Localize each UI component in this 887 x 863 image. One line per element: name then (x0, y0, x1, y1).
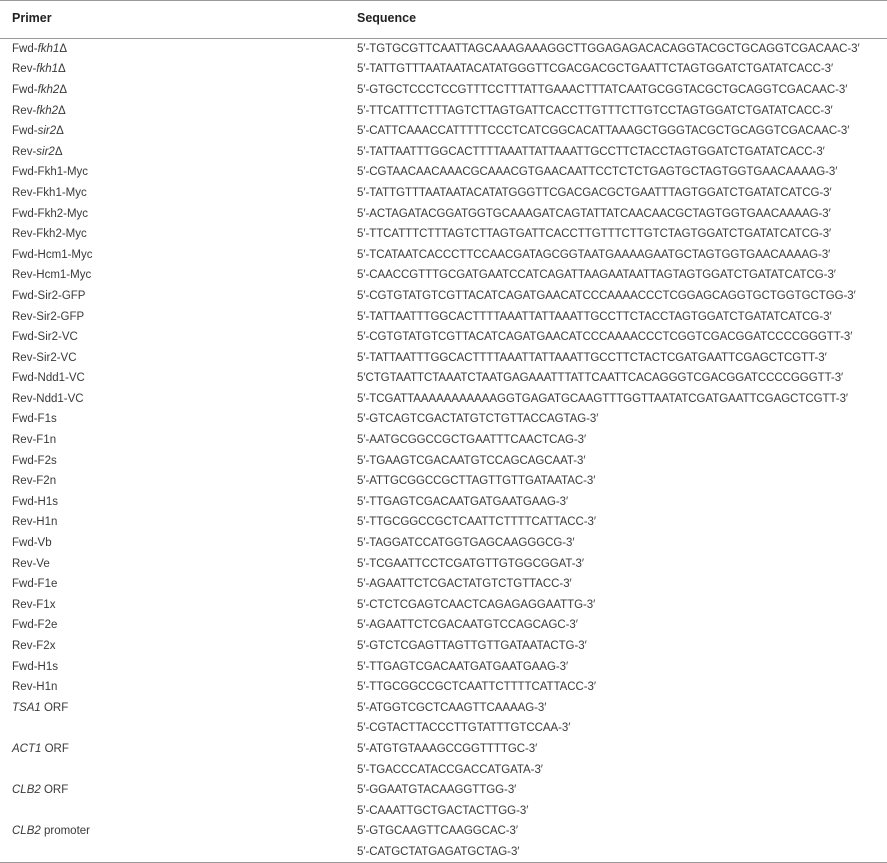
sequence-cell: 5′-TTGCGGCCGCTCAATTCTTTTCATTACC-3′ (357, 681, 596, 694)
table-row (0, 224, 887, 245)
sequence-cell: 5′CTGTAATTCTAAATCTAATGAGAAATTTATTCAATTCACAGGGTCGACGGATCCCCGGGTT-3′ (357, 372, 844, 385)
table-row (0, 409, 887, 430)
sequence-cell: 5′-TTCATTTCTTTAGTCTTAGTGATTCACCTTGTTTCTTGTCTAGTGGATCTGATATCATCG-3′ (357, 228, 832, 241)
gene-name-italic: TSA1 (12, 701, 41, 714)
primer-name-text: Rev-Ndd1-VC (12, 392, 84, 405)
primer-name-cell (0, 80, 345, 101)
primer-name-cell (0, 492, 345, 513)
sequence-cell: 5′-CATTCAAACCATTTTTCCCTCATCGGCACATTAAAGCTGGGTACGCTGCAGGTCGACAAC-3′ (357, 125, 850, 138)
primer-name-text: Rev-Fkh1-Myc (12, 186, 87, 199)
table-row (0, 615, 887, 636)
primer-name-text: Fwd-F1s (12, 413, 57, 426)
sequence-cell: 5′-TGAAGTCGACAATGTCCAGCAGCAAT-3′ (357, 454, 586, 467)
table-row (0, 698, 887, 719)
sequence-cell: 5′-TTGAGTCGACAATGATGAATGAAG-3′ (357, 495, 569, 508)
sequence-cell: 5′-ACTAGATACGGATGGTGCAAAGATCAGTATTATCAACAACGCTAGTGGTGAACAAAAG-3′ (357, 207, 831, 220)
primer-name-cell (0, 224, 345, 245)
primer-name-text: promoter (40, 825, 90, 838)
primer-name-text: ORF (41, 742, 69, 755)
primer-name-cell (0, 162, 345, 183)
primer-name-cell (0, 430, 345, 451)
primer-name-cell (0, 656, 345, 677)
table-row (0, 100, 887, 121)
table-row (0, 121, 887, 142)
primer-name-cell (0, 780, 345, 801)
primer-name-text: Rev- (12, 145, 37, 158)
primer-name-text: Δ (56, 125, 64, 138)
sequence-cell: 5′-TTCATTTCTTTAGTCTTAGTGATTCACCTTGTTTCTTGTCCTAGTGGATCTGATATCACC-3′ (357, 104, 833, 117)
primer-name-cell (0, 265, 345, 286)
primer-name-text: Fwd-Sir2-GFP (12, 289, 86, 302)
primer-name-cell (0, 39, 345, 60)
sequence-cell: 5′-ATGTGTAAAGCCGGTTTTGC-3′ (357, 742, 538, 755)
table-row (0, 450, 887, 471)
primer-name-text: Rev-Sir2-VC (12, 351, 77, 364)
sequence-cell: 5′-TCGATTAAAAAAAAAAAGGTGAGATGCAAGTTTGGTTAATATCGATGAATTCGAGCTCGTT-3′ (357, 392, 849, 405)
primer-name-text: Δ (58, 63, 66, 76)
primer-name-cell (0, 471, 345, 492)
primer-name-cell (0, 121, 345, 142)
sequence-cell: 5′-CGTGTATGTCGTTACATCAGATGAACATCCCAAAACCCTCGGTCGACGGATCCCCGGGTT-3′ (357, 331, 853, 344)
primer-name-text: Rev-Sir2-GFP (12, 310, 85, 323)
table-row (0, 80, 887, 101)
sequence-cell: 5′-TTGCGGCCGCTCAATTCTTTTCATTACC-3′ (357, 516, 596, 529)
table-row (0, 718, 887, 739)
primer-name-text: Rev-F2n (12, 475, 57, 488)
table-row (0, 677, 887, 698)
table-row (0, 59, 887, 80)
table-row (0, 553, 887, 574)
primer-name-cell (0, 141, 345, 162)
sequence-cell: 5′-CGTGTATGTCGTTACATCAGATGAACATCCCAAAACCCTCGGAGCAGGTGCTGGTGCTGG-3′ (357, 289, 856, 302)
table-row (0, 595, 887, 616)
sequence-cell: 5′-TATTGTTTAATAATACATATGGGTTCGACGACGCTGAATTCTAGTGGATCTGATATCACC-3′ (357, 63, 834, 76)
sequence-cell: 5′-TATTAATTTGGCACTTTTAAATTATTAAATTGCCTTCTACCTAGTGGATCTGATATCATCG-3′ (357, 310, 832, 323)
sequence-cell: 5′-TCATAATCACCCTTCCAACGATAGCGGTAATGAAAAGAATGCTAGTGGTGAACAAAAG-3′ (357, 248, 831, 261)
primer-name-cell (0, 698, 345, 719)
primer-name-text: Δ (59, 43, 67, 56)
sequence-cell: 5′-TATTGTTTAATAATACATATGGGTTCGACGACGCTGAATTTAGTGGATCTGATATCATCG-3′ (357, 186, 832, 199)
primer-name-text: Δ (59, 83, 67, 96)
table-row (0, 780, 887, 801)
primer-name-cell (0, 533, 345, 554)
table-row (0, 574, 887, 595)
primer-name-text: Fwd-F2s (12, 454, 57, 467)
table-row (0, 389, 887, 410)
sequence-cell: 5′-ATGGTCGCTCAAGTTCAAAAG-3′ (357, 701, 547, 714)
primer-name-text: Fwd-H1s (12, 660, 59, 673)
primer-name-text: Rev-F2x (12, 640, 56, 653)
primer-name-text: Fwd- (12, 43, 38, 56)
sequence-cell: 5′-AGAATTCTCGACTATGTCTGTTACC-3′ (357, 578, 572, 591)
table-row (0, 471, 887, 492)
primer-name-text: Fwd-Vb (12, 537, 52, 550)
primer-name-cell (0, 821, 345, 842)
gene-name-italic: fkh2 (37, 83, 60, 96)
table-row (0, 492, 887, 513)
primer-name-cell (0, 409, 345, 430)
sequence-cell: 5′-CATGCTATGAGATGCTAG-3′ (345, 842, 887, 863)
primer-name-cell (0, 327, 345, 348)
primer-name-text: Fwd-Sir2-VC (12, 331, 78, 344)
primer-name-text: Fwd-Fkh2-Myc (12, 207, 89, 220)
sequence-cell: 5′-AATGCGGCCGCTGAATTTCAACTCAG-3′ (357, 434, 587, 447)
sequence-cell: 5′-TCGAATTCCTCGATGTTGTGGCGGAT-3′ (357, 557, 584, 570)
sequence-cell: 5′-CAAATTGCTGACTACTTGG-3′ (357, 804, 529, 817)
primer-name-cell (0, 677, 345, 698)
gene-name-italic: sir2 (36, 145, 55, 158)
primer-name-cell (0, 636, 345, 657)
primer-name-text: Fwd- (12, 83, 38, 96)
primer-name-text: Rev-F1n (12, 434, 57, 447)
primer-name-cell (0, 183, 345, 204)
table-row (0, 842, 887, 863)
table-row (0, 512, 887, 533)
sequence-cell: 5′-TGTGCGTTCAATTAGCAAAGAAAGGCTTGGAGAGACACAGGTACGCTGCAGGTCGACAAC-3′ (357, 43, 860, 56)
table-row (0, 800, 887, 821)
sequence-cell: 5′-GTCAGTCGACTATGTCTGTTACCAGTAG-3′ (357, 413, 599, 426)
primer-name-cell (0, 59, 345, 80)
sequence-cell: 5′-CGTAACAACAAACGCAAACGTGAACAATTCCTCTCTGAGTGCTAGTGGTGAACAAAAG-3′ (357, 166, 838, 179)
primer-name-cell (0, 347, 345, 368)
primer-name-cell (0, 100, 345, 121)
sequence-cell: 5′-GGAATGTACAAGGTTGG-3′ (357, 784, 517, 797)
sequence-cell: 5′-GTGCAAGTTCAAGGCAC-3′ (357, 825, 518, 838)
table-row (0, 141, 887, 162)
primer-name-text: Fwd- (12, 125, 38, 138)
table-row (0, 162, 887, 183)
primer-name-text: Fwd-Hcm1-Myc (12, 248, 93, 261)
table-row (0, 821, 887, 842)
table-row (0, 39, 887, 60)
sequence-cell: 5′-AGAATTCTCGACAATGTCCAGCAGC-3′ (357, 619, 578, 632)
table-body (0, 39, 887, 863)
sequence-cell: 5′-TATTAATTTGGCACTTTTAAATTATTAAATTGCCTTCTACTCGATGAATTCGAGCTCGTT-3′ (357, 351, 827, 364)
primer-name-text: Rev-F1x (12, 598, 56, 611)
primer-name-cell (0, 244, 345, 265)
sequence-cell: 5′-GTCTCGAGTTAGTTGTTGATAATACTG-3′ (357, 640, 587, 653)
table-row (0, 327, 887, 348)
header-row (0, 1, 887, 39)
primer-name-cell (0, 512, 345, 533)
primer-name-cell (0, 759, 345, 780)
sequence-cell: 5′-ATTGCGGCCGCTTAGTTGTTGATAATAC-3′ (357, 475, 596, 488)
primer-name-text: Fwd-H1s (12, 495, 59, 508)
table-row (0, 183, 887, 204)
primer-name-cell (0, 574, 345, 595)
sequence-cell: 5′-TGACCCATACCGACCATGATA-3′ (357, 763, 543, 776)
primer-name-text: ORF (40, 701, 69, 714)
primer-name-text: Fwd-F1e (12, 578, 58, 591)
primer-name-cell (0, 595, 345, 616)
sequence-cell: 5′-TAGGATCCATGGTGAGCAAGGGCG-3′ (357, 537, 575, 550)
primer-name-text: Δ (54, 145, 63, 158)
primer-name-text: Rev-Hcm1-Myc (12, 269, 92, 282)
primer-name-cell (0, 800, 345, 821)
gene-name-italic: ACT1 (12, 742, 42, 755)
primer-name-text: Rev-Fkh2-Myc (12, 228, 87, 241)
table-row (0, 759, 887, 780)
gene-name-italic: sir2 (37, 125, 57, 138)
sequence-cell: 5′-TATTAATTTGGCACTTTTAAATTATTAAATTGCCTTCTACCTAGTGGATCTGATATCACC-3′ (357, 145, 825, 158)
table-row (0, 347, 887, 368)
table-row (0, 368, 887, 389)
sequence-cell: 5′-CGTACTTACCCTTGTATTTGTCCAA-3′ (357, 722, 571, 735)
sequence-cell: 5′-CAACCGTTTGCGATGAATCCATCAGATTAAGAATAATTAGTAGTGGATCTGATATCATCG-3′ (357, 269, 836, 282)
primer-name-text: Rev- (12, 104, 37, 117)
primer-name-cell (0, 389, 345, 410)
sequence-column-header: Sequence (345, 1, 887, 39)
table-row (0, 306, 887, 327)
sequence-cell: 5′-CTCTCGAGTCAACTCAGAGAGGAATTG-3′ (357, 598, 596, 611)
primer-name-cell (0, 615, 345, 636)
gene-name-italic: CLB2 (12, 825, 41, 838)
gene-name-italic: fkh1 (37, 43, 60, 56)
table-row (0, 656, 887, 677)
table-row (0, 265, 887, 286)
primer-name-text: Rev-Ve (12, 557, 50, 570)
table-row (0, 636, 887, 657)
sequence-cell: 5′-GTGCTCCCTCCGTTTCCTTTATTGAAACTTTATCAATGCGGTACGCTGCAGGTCGACAAC-3′ (357, 83, 848, 96)
primer-name-cell (0, 306, 345, 327)
table-row (0, 244, 887, 265)
sequence-cell: 5′-TTGAGTCGACAATGATGAATGAAG-3′ (357, 660, 569, 673)
primer-name-text: Fwd-F2e (12, 619, 58, 632)
primer-name-text: Δ (58, 104, 66, 117)
primer-name-cell (0, 450, 345, 471)
table-row (0, 739, 887, 760)
primer-column-header: Primer (0, 1, 345, 39)
table-row (0, 203, 887, 224)
primer-name-text: Rev-H1n (12, 681, 58, 694)
primer-name-text: Rev- (12, 63, 37, 76)
table-row (0, 533, 887, 554)
primer-name-text: Rev-H1n (12, 516, 58, 529)
primer-name-cell (0, 368, 345, 389)
gene-name-italic: fkh1 (36, 63, 59, 76)
primer-name-cell (0, 739, 345, 760)
gene-name-italic: fkh2 (36, 104, 59, 117)
primer-name-text: Fwd-Ndd1-VC (12, 372, 85, 385)
primer-name-cell (0, 203, 345, 224)
table-row (0, 286, 887, 307)
primer-name-text: Fwd-Fkh1-Myc (12, 166, 89, 179)
primer-name-cell (0, 553, 345, 574)
primer-name-cell (0, 286, 345, 307)
table-header (0, 1, 887, 39)
primer-name-cell (0, 718, 345, 739)
table-row (0, 430, 887, 451)
primer-name-cell (0, 842, 345, 863)
primer-name-text: ORF (40, 784, 69, 797)
gene-name-italic: CLB2 (12, 784, 41, 797)
